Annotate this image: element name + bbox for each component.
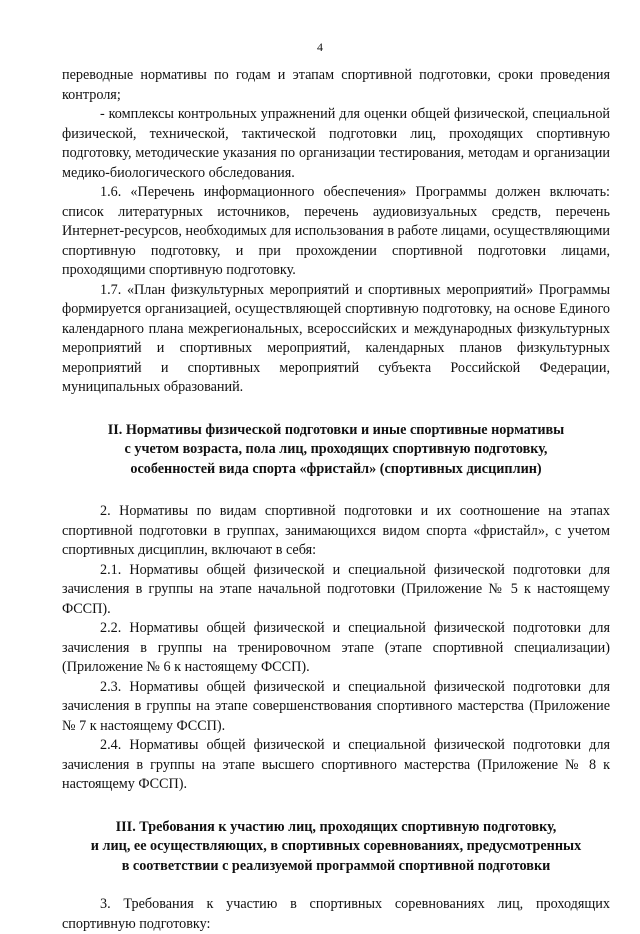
paragraph: 2.2. Нормативы общей физической и специальной физической подготовки для зачисления в группы на тренировочном этапе (этапе спортивной специализации) (Приложение № 6 к настоящему ФССП). [62, 620, 610, 675]
heading-line: с учетом возраста, пола лиц, проходящих спортивную подготовку, [124, 441, 548, 457]
paragraph: 2.3. Нормативы общей физической и специальной физической подготовки для зачисления в группы на этапе совершенствования спортивного мастерства (Приложение № 7 к настоящему ФССП). [62, 678, 610, 734]
paragraph: 2. Нормативы по видам спортивной подготовки и их соотношение на этапах спортивной подготовки в группах, занимающихся видом спорта «фристайл», с учетом спортивных дисциплин, включают в себя: [62, 503, 610, 558]
heading-line: II. Нормативы физической подготовки и иные спортивные нормативы [107, 421, 565, 438]
heading-line: особенностей вида спорта «фристайл» (спортивных дисциплин) [130, 460, 542, 477]
section-3-heading [62, 818, 610, 877]
paragraph: 3. Требования к участию в спортивных соревнованиях лиц, проходящих спортивную подготовку: [62, 896, 610, 932]
heading-line: и лиц, ее осуществляющих, в спортивных соревнованиях, предусмотренных [90, 838, 582, 854]
heading-line: III. Требования к участию лиц, проходящих спортивную подготовку, [115, 818, 557, 835]
paragraph: - комплексы контрольных упражнений для оценки общей физической, специальной физической, технической, тактической подготовки лиц, проходящих спортивную подготовку, методические указания по организации тестирования, методам и организации медико-биологического обследования. [62, 106, 610, 181]
paragraph: 2.1. Нормативы общей физической и специальной физической подготовки для зачисления в группы на этапе начальной подготовки (Приложение № 5 к настоящему ФССП). [62, 561, 610, 617]
heading-line: в соответствии с реализуемой программой спортивной подготовки [121, 857, 551, 874]
paragraph: 2.4. Нормативы общей физической и специальной физической подготовки для зачисления в группы на этапе высшего спортивного мастерства (Приложение № 8 к настоящему ФССП). [62, 737, 610, 792]
page-content [62, 66, 610, 934]
paragraph: 1.6. «Перечень информационного обеспечения» Программы должен включать: список литературных источников, перечень аудиовизуальных средств, перечень Интернет-ресурсов, необходимых для использования в работе лицами, осуществляющими спортивную подготовку, и при прохождении спортивной подготовки лицами, проходящими спортивную подготовку. [62, 184, 610, 278]
section-2-heading [62, 421, 610, 480]
paragraph: переводные нормативы по годам и этапам спортивной подготовки, сроки проведения контроля; [62, 67, 610, 103]
paragraph: 1.7. «План физкультурных мероприятий и спортивных мероприятий» Программы формируется организацией, осуществляющей спортивную подготовку, на основе Единого календарного плана межрегиональных, всероссийских и международных физкультурных мероприятий и спортивных мероприятий, календарных планов физкультурных мероприятий и спортивных мероприятий субъекта Российской Федерации, муниципальных образований. [62, 281, 610, 395]
page-number: 4 [317, 40, 323, 54]
